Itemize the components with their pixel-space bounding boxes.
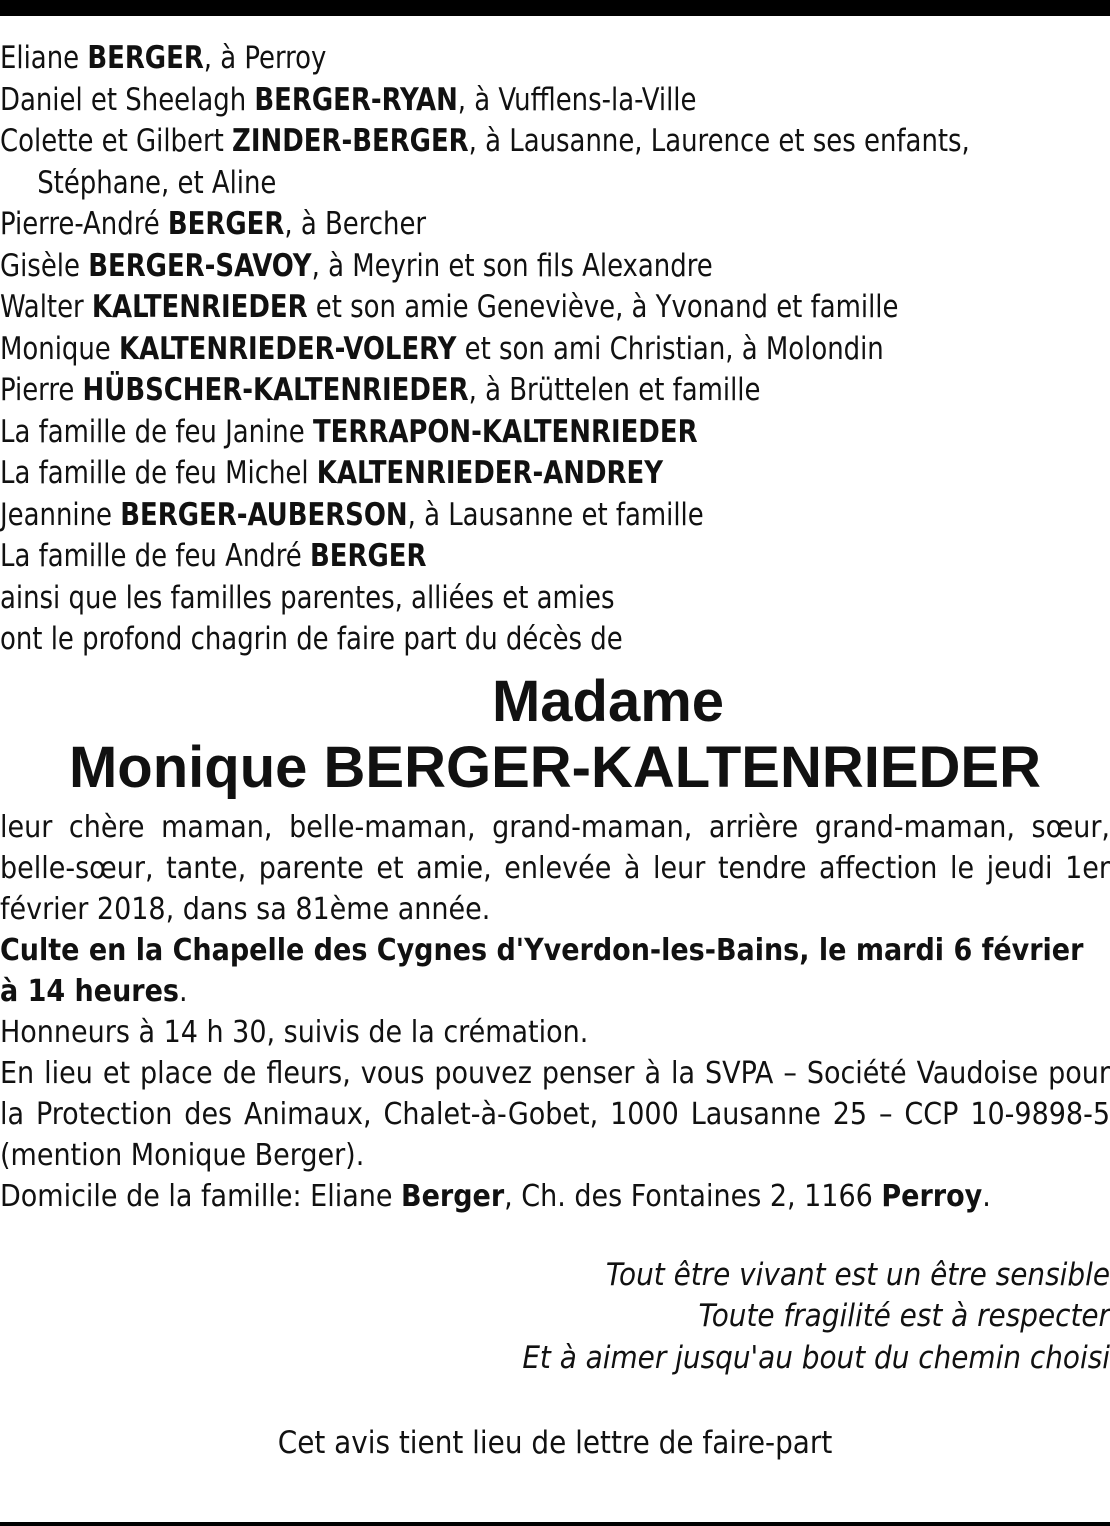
family-line [0,246,1032,288]
family-line-text: Eliane [0,40,88,76]
footer-note: Cet avis tient lieu de lettre de faire-part [277,1425,833,1461]
family-line [0,121,1032,163]
family-line [0,495,1032,537]
quote-line: Tout être vivant est un être sensible [605,1256,1110,1293]
deceased-description: leur chère maman, belle-maman, grand-maman, arrière grand-maman, sœur, belle-sœur, tante, parente et amie, enlevée à leur tendre affection le jeudi 1er février 2018, dans sa 81ème année. [0,809,1110,927]
family-name: BERGER [167,206,285,242]
family-line [0,329,1032,371]
family-line-text: Jeannine [0,496,121,533]
family-line [0,80,1032,122]
family-name: KALTENRIEDER [91,289,308,325]
family-line [0,370,1032,412]
obituary-notice [0,38,1110,1465]
family-line-text: Monique [0,330,120,367]
family-name: KALTENRIEDER-ANDREY [316,455,664,491]
family-line-text: Gisèle [0,247,89,284]
family-line-text: Walter [0,289,92,325]
family-line-text: Colette et Gilbert [0,123,233,159]
quote-line: Toute fragilité est à respecter [698,1298,1110,1334]
family-line-text: La famille de feu Janine [0,413,313,450]
family-line-text: , à Perroy [203,40,327,76]
service-text: Culte en la Chapelle des Cygnes d'Yverdon-les-Bains, le mardi 6 février à 14 heures [0,932,1084,1009]
deceased-title: Madame [491,668,725,734]
service-tail: . [179,973,188,1009]
domicile-text: Domicile de la famille: Eliane [0,1178,402,1214]
family-line [0,287,1032,329]
family-line-text: , à Lausanne, Laurence et ses enfants, [468,123,970,159]
domicile-name: Berger [401,1178,505,1214]
family-name: BERGER [309,538,427,574]
domicile-text: . [982,1178,991,1214]
family-line [0,412,1032,454]
family-line [0,453,1032,495]
family-name: HÜBSCHER-KALTENRIEDER [82,372,469,408]
bottom-rule [0,1522,1110,1526]
domicile-town: Perroy [881,1178,983,1214]
family-line-text: La famille de feu André [0,538,310,574]
deceased-heading [0,669,1110,801]
family-line-text: Pierre-André [0,206,168,242]
family-line-text: La famille de feu Michel [0,455,317,491]
family-name: BERGER-SAVOY [88,247,312,284]
family-line-text: et son ami Christian, à Molondin [456,330,884,367]
family-line-text: , à Meyrin et son fils Alexandre [311,247,713,284]
family-line [0,38,1032,80]
family-line-text: , à Bercher [284,206,427,242]
family-line-text: et son amie Geneviève, à Yvonand et famille [307,289,899,325]
family-name: ZINDER-BERGER [232,123,469,159]
service-details [0,930,1110,1012]
donation-text: En lieu et place de fleurs, vous pouvez penser à la SVPA – Société Vaudoise pour la Protection des Animaux, Chalet-à-Gobet, 1000 Lausanne 25 – CCP 10-9898-5 (mention Monique Berger). [0,1055,1110,1173]
family-line-continuation [0,163,1032,205]
domicile-text: , Ch. des Fontaines 2, 1166 [504,1178,882,1214]
family-name: BERGER-RYAN [254,81,458,118]
family-line [0,204,1032,246]
family-line-text: , à Vufflens-la-Ville [457,81,697,118]
deceased-name: Monique BERGER-KALTENRIEDER [68,734,1041,800]
closing-line: ainsi que les familles parentes, alliées et amies [0,579,615,616]
family-list [0,38,1110,661]
honneurs-text: Honneurs à 14 h 30, suivis de la crémation. [0,1014,589,1050]
family-name: TERRAPON-KALTENRIEDER [312,413,698,450]
family-name: BERGER-AUBERSON [120,496,408,533]
family-line-text: Pierre [0,372,83,408]
family-line-text: Daniel et Sheelagh [0,81,255,118]
top-rule [0,0,1110,16]
closing-quote [0,1255,1110,1380]
family-domicile [0,1176,1110,1217]
family-line [0,536,1032,578]
family-name: BERGER [87,40,204,76]
family-line-text: , à Brüttelen et famille [468,372,761,408]
quote-line: Et à aimer jusqu'au bout du chemin choisi [522,1339,1110,1376]
family-line-text: Stéphane, et Aline [37,164,277,201]
family-line-text: , à Lausanne et famille [407,496,704,533]
family-name: KALTENRIEDER-VOLERY [119,330,457,367]
closing-line: ont le profond chagrin de faire part du décès de [0,621,623,657]
